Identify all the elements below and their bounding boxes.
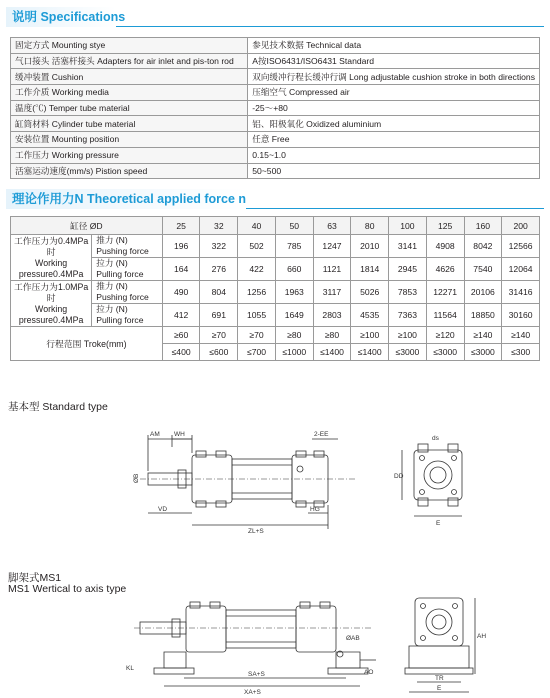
force-type-cn: 推力 (N) xyxy=(96,281,128,291)
spec-key: 工作压力 Working pressure xyxy=(11,147,248,163)
pressure-group-label xyxy=(11,281,92,327)
dim-wh: WH xyxy=(174,431,185,438)
force-type-en: Pushing force xyxy=(96,246,149,256)
spec-key: 安装位置 Mounting position xyxy=(11,132,248,148)
force-type-cn: 拉力 (N) xyxy=(96,304,128,314)
stroke-value: ≤600 xyxy=(200,344,238,361)
stroke-value: ≥70 xyxy=(238,327,276,344)
force-value: 11564 xyxy=(426,304,464,327)
spec-value: 0.15~1.0 xyxy=(248,147,540,163)
dim-e-ms1: E xyxy=(437,685,442,692)
force-type-en: Pulling force xyxy=(96,315,144,325)
force-value: 1814 xyxy=(351,258,389,281)
force-value: 502 xyxy=(238,235,276,258)
spec-value: 50~500 xyxy=(248,163,540,179)
standard-type-end-view xyxy=(392,430,482,530)
dim-ah: AH xyxy=(477,633,487,640)
force-value: 164 xyxy=(162,258,200,281)
stroke-value: ≤1400 xyxy=(351,344,389,361)
force-value: 322 xyxy=(200,235,238,258)
pressure-group-label xyxy=(11,235,92,281)
stroke-row xyxy=(11,327,540,344)
pressure-label-cn: 工作压力为0.4MPa 时 xyxy=(13,235,89,257)
force-title: 理论作用力N Theoretical applied force n xyxy=(12,192,247,206)
spec-key: 固定方式 Mounting stye xyxy=(11,38,248,54)
spec-row xyxy=(11,85,540,101)
force-type-cn: 拉力 (N) xyxy=(96,258,128,268)
force-value: 18850 xyxy=(464,304,502,327)
dim-ds: ds xyxy=(432,435,439,442)
force-value: 660 xyxy=(275,258,313,281)
force-value: 785 xyxy=(275,235,313,258)
force-value: 804 xyxy=(200,281,238,304)
stroke-value: ≤3000 xyxy=(389,344,427,361)
force-value: 7540 xyxy=(464,258,502,281)
specifications-header xyxy=(6,5,544,27)
stroke-value: ≤3000 xyxy=(426,344,464,361)
force-value: 4535 xyxy=(351,304,389,327)
force-value: 2010 xyxy=(351,235,389,258)
spec-value: -25～+80 xyxy=(248,100,540,116)
spec-key: 活塞运动速度(mm/s) Pistion speed xyxy=(11,163,248,179)
spec-key: 气口接头 活塞杆接头 Adapters for air inlet and pis-ton rod xyxy=(11,53,248,69)
force-type-en: Pushing force xyxy=(96,292,149,302)
bore-header: 25 xyxy=(162,217,200,235)
force-value: 691 xyxy=(200,304,238,327)
spec-row xyxy=(11,132,540,148)
stroke-value: ≥80 xyxy=(275,327,313,344)
ms1-side-view xyxy=(124,588,384,698)
force-value: 1963 xyxy=(275,281,313,304)
bore-header: 160 xyxy=(464,217,502,235)
spec-value: 双向缓冲行程长缓冲行调 Long adjustable cushion stroke in both directions xyxy=(248,69,540,85)
spec-row xyxy=(11,163,540,179)
dim-zl: ZL+S xyxy=(248,528,264,535)
force-value: 7853 xyxy=(389,281,427,304)
bore-header: 40 xyxy=(238,217,276,235)
stroke-value: ≤400 xyxy=(162,344,200,361)
force-type-label xyxy=(92,235,163,258)
stroke-value: ≥80 xyxy=(313,327,351,344)
pressure-label-en: Working pressure0.4MPa xyxy=(18,303,84,325)
spec-key: 温度(℃) Temper tube material xyxy=(11,100,248,116)
force-type-label xyxy=(92,258,163,281)
force-value: 12064 xyxy=(502,258,540,281)
bore-header: 32 xyxy=(200,217,238,235)
standard-type-side-view xyxy=(128,425,368,535)
pressure-label-en: Working pressure0.4MPa xyxy=(18,257,84,279)
stroke-value: ≥100 xyxy=(351,327,389,344)
force-value: 8042 xyxy=(464,235,502,258)
force-value: 7363 xyxy=(389,304,427,327)
stroke-value: ≤1400 xyxy=(313,344,351,361)
stroke-value: ≥120 xyxy=(426,327,464,344)
dim-kl: KL xyxy=(126,665,134,672)
bore-header: 125 xyxy=(426,217,464,235)
stroke-value: ≥60 xyxy=(162,327,200,344)
bore-header: 80 xyxy=(351,217,389,235)
dim-vd: VD xyxy=(158,506,168,513)
force-value: 3141 xyxy=(389,235,427,258)
dim-e: E xyxy=(436,520,441,527)
spec-row xyxy=(11,69,540,85)
ms1-title-cn: 脚架式MS1 xyxy=(8,572,62,584)
specifications-table xyxy=(10,37,540,179)
force-value: 422 xyxy=(238,258,276,281)
force-value: 276 xyxy=(200,258,238,281)
dim-hg: HG xyxy=(310,506,320,513)
force-type-cn: 推力 (N) xyxy=(96,235,128,245)
dim-oab: ØAB xyxy=(346,635,360,642)
spec-key: 缸筒材料 Cylinder tube material xyxy=(11,116,248,132)
stroke-value: ≥70 xyxy=(200,327,238,344)
force-value: 31416 xyxy=(502,281,540,304)
force-row xyxy=(11,235,540,258)
stroke-label: 行程范围 Troke(mm) xyxy=(11,327,163,361)
force-value: 4626 xyxy=(426,258,464,281)
force-header xyxy=(6,187,544,209)
dim-dd: DD xyxy=(394,473,404,480)
spec-value: A按ISO6431/ISO6431 Standard xyxy=(248,53,540,69)
force-value: 1649 xyxy=(275,304,313,327)
dim-xa: XA+S xyxy=(244,689,261,696)
spec-row xyxy=(11,100,540,116)
force-value: 3117 xyxy=(313,281,351,304)
spec-row xyxy=(11,147,540,163)
dim-am: AM xyxy=(150,431,160,438)
force-type-en: Pulling force xyxy=(96,269,144,279)
bore-header: 100 xyxy=(389,217,427,235)
pressure-label-cn: 工作压力为1.0MPa 时 xyxy=(13,281,89,303)
force-value: 20106 xyxy=(464,281,502,304)
specifications-title: 说明 Specifications xyxy=(12,10,126,24)
bore-label: 缸径 ØD xyxy=(11,217,163,235)
dim-ao: AO xyxy=(364,669,374,676)
ms1-title-en: MS1 Wertical to axis type xyxy=(8,583,127,595)
stroke-value: ≤300 xyxy=(502,344,540,361)
spec-value: 压缩空气 Compressed air xyxy=(248,85,540,101)
force-value: 30160 xyxy=(502,304,540,327)
spec-row xyxy=(11,53,540,69)
force-value: 1256 xyxy=(238,281,276,304)
stroke-value: ≤700 xyxy=(238,344,276,361)
force-row xyxy=(11,281,540,304)
spec-value: 铝、阳极氧化 Oxidized aluminium xyxy=(248,116,540,132)
ms1-end-view xyxy=(395,588,485,698)
force-value: 12566 xyxy=(502,235,540,258)
bore-header: 63 xyxy=(313,217,351,235)
spec-value: 任意 Free xyxy=(248,132,540,148)
dim-sa: SA+S xyxy=(248,671,265,678)
stroke-value: ≤1000 xyxy=(275,344,313,361)
force-table xyxy=(10,216,540,361)
spec-key: 工作介质 Working media xyxy=(11,85,248,101)
dim-tr: TR xyxy=(435,675,444,682)
force-value: 1121 xyxy=(313,258,351,281)
spec-row xyxy=(11,116,540,132)
dim-2ee: 2-EE xyxy=(314,431,329,438)
spec-key: 缓冲装置 Cushion xyxy=(11,69,248,85)
force-value: 1247 xyxy=(313,235,351,258)
stroke-value: ≥140 xyxy=(464,327,502,344)
force-value: 196 xyxy=(162,235,200,258)
force-value: 5026 xyxy=(351,281,389,304)
force-value: 490 xyxy=(162,281,200,304)
bore-header: 200 xyxy=(502,217,540,235)
force-value: 2945 xyxy=(389,258,427,281)
dim-ob: ØB xyxy=(133,473,140,483)
stroke-value: ≤3000 xyxy=(464,344,502,361)
force-value: 12271 xyxy=(426,281,464,304)
stroke-value: ≥140 xyxy=(502,327,540,344)
force-value: 2803 xyxy=(313,304,351,327)
standard-type-title: 基本型 Standard type xyxy=(8,401,108,413)
bore-header: 50 xyxy=(275,217,313,235)
force-value: 1055 xyxy=(238,304,276,327)
force-type-label xyxy=(92,304,163,327)
spec-row xyxy=(11,38,540,54)
stroke-value: ≥100 xyxy=(389,327,427,344)
force-type-label xyxy=(92,281,163,304)
force-value: 4908 xyxy=(426,235,464,258)
force-value: 412 xyxy=(162,304,200,327)
spec-value: 参见技术数据 Technical data xyxy=(248,38,540,54)
